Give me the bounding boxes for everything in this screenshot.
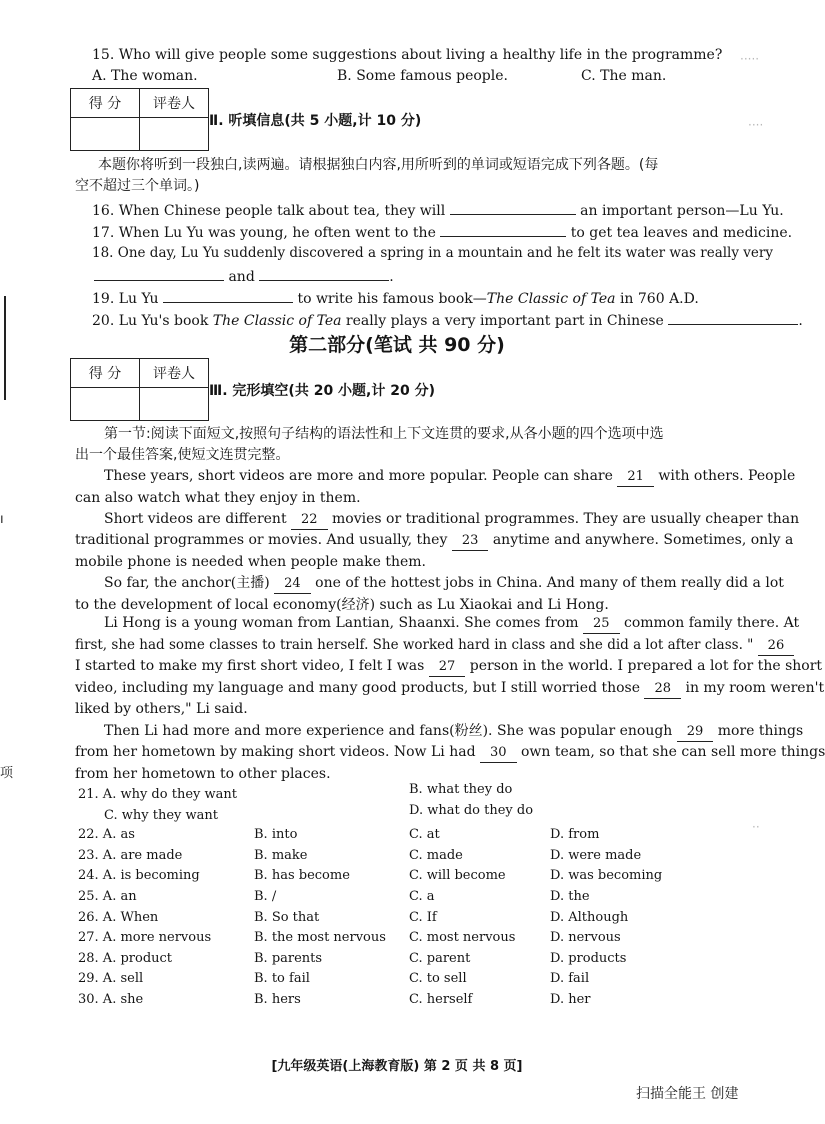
passage-text: in my room weren't [685, 680, 825, 696]
blank-28[interactable]: 28 [644, 680, 681, 699]
passage-line: liked by others," Li said. [75, 701, 248, 717]
q24-option-b[interactable]: B. has become [254, 868, 350, 883]
blank-26[interactable]: 26 [758, 637, 795, 656]
q22-option-a[interactable]: 22. A. as [78, 827, 135, 842]
q28-option-a[interactable]: 28. A. product [78, 951, 173, 966]
q20-text-end: really plays a very important part in Chinese [341, 313, 664, 329]
grader-label: 评卷人 [140, 89, 209, 118]
passage-text: with others. People [658, 468, 796, 484]
passage-text: So far, the anchor(主播) [104, 575, 270, 591]
q25-option-c[interactable]: C. a [409, 889, 435, 904]
q16-text-end: an important person—Lu Yu. [580, 203, 784, 219]
q30-option-a[interactable]: 30. A. she [78, 992, 144, 1007]
blank-30[interactable]: 30 [480, 744, 517, 763]
q27-option-c[interactable]: C. most nervous [409, 930, 516, 945]
q24-option-d[interactable]: D. was becoming [550, 868, 663, 883]
section-3-instruction-cont: 出一个最佳答案,使短文连贯完整。 [75, 447, 290, 463]
passage-line [75, 743, 825, 763]
q25-option-d[interactable]: D. the [550, 889, 590, 904]
q26-option-a[interactable]: 26. A. When [78, 910, 159, 925]
passage-text: These years, short videos are more and more popular. People can share [104, 468, 613, 484]
q23-option-d[interactable]: D. were made [550, 848, 642, 863]
q16-text: 16. When Chinese people talk about tea, they will [92, 203, 446, 219]
passage-line [104, 614, 799, 634]
q17-text-end: to get tea leaves and medicine. [570, 225, 793, 241]
grader-cell [140, 388, 209, 421]
answer-blank-18a[interactable] [94, 266, 224, 281]
answer-blank-16[interactable] [450, 200, 576, 215]
left-margin-tick: ı [0, 512, 4, 527]
q19-text-mid: to write his famous book— [297, 291, 487, 307]
passage-text: traditional programmes or movies. And usually, they [75, 532, 448, 548]
q15-option-b: B. Some famous people. [337, 68, 508, 84]
passage-text: more things [717, 723, 804, 739]
q27-option-a[interactable]: 27. A. more nervous [78, 930, 212, 945]
q21-option-a[interactable]: 21. A. why do they want [78, 787, 237, 802]
q26-option-c[interactable]: C. If [409, 910, 437, 925]
passage-text: Li Hong is a young woman from Lantian, Shaanxi. She comes from [104, 615, 579, 631]
passage-text: I started to make my first short video, I felt I was [75, 658, 425, 674]
passage-line [75, 636, 794, 656]
q24-option-c[interactable]: C. will become [409, 868, 506, 883]
q21-option-b[interactable]: B. what they do [409, 782, 513, 797]
q28-option-b[interactable]: B. parents [254, 951, 323, 966]
q26-option-b[interactable]: B. So that [254, 910, 320, 925]
bleed-through-text: ····· [740, 52, 760, 66]
answer-blank-20[interactable] [668, 310, 798, 325]
passage-text: from her hometown by making short videos. Now Li had [75, 744, 476, 760]
q15-option-c: C. The man. [581, 68, 667, 84]
bleed-through-text: ···· [748, 118, 764, 132]
score-cell [71, 388, 140, 421]
page-footer: [九年级英语(上海教育版) 第 2 页 共 8 页] [271, 1059, 523, 1074]
question-20: 20. Lu Yu's book The Classic of Tea really plays a very important part in Chinese . [92, 310, 803, 330]
section-2-title: Ⅱ. 听填信息(共 5 小题,计 10 分) [209, 113, 422, 129]
passage-line [104, 722, 803, 742]
q19-book-title: The Classic of Tea [486, 291, 616, 307]
q22-option-d[interactable]: D. from [550, 827, 600, 842]
passage-line: from her hometown to other places. [75, 766, 331, 782]
passage-line: to the development of local economy(经济) such as Lu Xiaokai and Li Hong. [75, 597, 609, 613]
blank-21[interactable]: 21 [617, 468, 654, 487]
bleed-through-text: ·· [752, 820, 760, 834]
q30-option-d[interactable]: D. her [550, 992, 591, 1007]
scanner-watermark: 扫描全能王 创建 [636, 1086, 739, 1102]
question-15: 15. Who will give people some suggestions about living a healthy life in the programme? [92, 47, 723, 63]
passage-text: own team, so that she can sell more things [520, 744, 825, 760]
answer-blank-19[interactable] [163, 288, 293, 303]
passage-text: Then Li had more and more experience and fans(粉丝). She was popular enough [104, 723, 673, 739]
q23-option-b[interactable]: B. make [254, 848, 308, 863]
score-box [70, 88, 209, 151]
q23-option-c[interactable]: C. made [409, 848, 463, 863]
passage-text: one of the hottest jobs in China. And many of them really did a lot [315, 575, 784, 591]
blank-25[interactable]: 25 [583, 615, 620, 634]
section-3-title: Ⅲ. 完形填空(共 20 小题,计 20 分) [209, 383, 436, 399]
blank-22[interactable]: 22 [291, 511, 328, 530]
question-19 [92, 288, 699, 308]
passage-line: mobile phone is needed when people make them. [75, 554, 426, 570]
q21-option-c[interactable]: C. why they want [104, 808, 218, 823]
q29-option-c[interactable]: C. to sell [409, 971, 467, 986]
q20-text: 20. Lu Yu's book [92, 313, 213, 329]
blank-24[interactable]: 24 [274, 575, 311, 594]
q25-option-a[interactable]: 25. A. an [78, 889, 137, 904]
section-2-instruction: 本题你将听到一段独白,读两遍。请根据独白内容,用所听到的单词或短语完成下列各题。(每 [98, 157, 659, 173]
q20-book-title: The Classic of Tea [212, 313, 342, 329]
passage-text: person in the world. I prepared a lot for the short [469, 658, 823, 674]
score-label: 得 分 [71, 359, 140, 388]
passage-line [75, 679, 824, 699]
q26-option-d[interactable]: D. Although [550, 910, 629, 925]
q30-option-c[interactable]: C. herself [409, 992, 473, 1007]
passage-line [75, 657, 822, 677]
blank-23[interactable]: 23 [452, 532, 489, 551]
question-16 [92, 200, 784, 220]
question-17 [92, 222, 792, 242]
q23-option-a[interactable]: 23. A. are made [78, 848, 183, 863]
q19-text-end: in 760 A.D. [615, 291, 699, 307]
passage-line [75, 531, 793, 551]
grader-cell [140, 118, 209, 151]
passage-line [104, 574, 784, 594]
q24-option-a[interactable]: 24. A. is becoming [78, 868, 200, 883]
blank-29[interactable]: 29 [677, 723, 714, 742]
passage-text: Short videos are different [104, 511, 287, 527]
q19-text: 19. Lu Yu [92, 291, 159, 307]
q28-option-c[interactable]: C. parent [409, 951, 471, 966]
q17-text: 17. When Lu Yu was young, he often went to the [92, 225, 436, 241]
passage-text: anytime and anywhere. Sometimes, only a [492, 532, 794, 548]
q30-option-b[interactable]: B. hers [254, 992, 301, 1007]
q27-option-d[interactable]: D. nervous [550, 930, 621, 945]
passage-line: can also watch what they enjoy in them. [75, 490, 361, 506]
section-2-instruction-cont: 空不超过三个单词。) [75, 178, 200, 194]
passage-text: video, including my language and many good products, but I still worried those [75, 680, 641, 696]
passage-text: first, she had some classes to train herself. She worked hard in class and she did a lot after class. " [75, 637, 754, 653]
passage-text: movies or traditional programmes. They are usually cheaper than [332, 511, 800, 527]
q29-option-b[interactable]: B. to fail [254, 971, 310, 986]
blank-27[interactable]: 27 [429, 658, 466, 677]
section-3-instruction: 第一节:阅读下面短文,按照句子结构的语法性和上下文连贯的要求,从各小题的四个选项中选 [104, 426, 664, 442]
q28-option-d[interactable]: D. products [550, 951, 627, 966]
q25-option-b[interactable]: B. / [254, 889, 277, 904]
q29-option-a[interactable]: 29. A. sell [78, 971, 144, 986]
score-cell [71, 118, 140, 151]
q18-and: and [228, 269, 255, 285]
answer-blank-17[interactable] [440, 222, 566, 237]
answer-blank-18b[interactable] [259, 266, 389, 281]
passage-line [104, 510, 799, 530]
question-18: 18. One day, Lu Yu suddenly discovered a spring in a mountain and he felt its water was really very [92, 245, 773, 261]
passage-line [104, 467, 795, 487]
q27-option-b[interactable]: B. the most nervous [254, 930, 386, 945]
part-2-title: 第二部分(笔试 共 90 分) [289, 334, 505, 356]
q29-option-d[interactable]: D. fail [550, 971, 590, 986]
score-label: 得 分 [71, 89, 140, 118]
q15-option-a: A. The woman. [92, 68, 198, 84]
score-box [70, 358, 209, 421]
q21-option-d[interactable]: D. what do they do [409, 803, 534, 818]
q22-option-b[interactable]: B. into [254, 827, 298, 842]
question-18-blanks: and . [94, 266, 394, 286]
q22-option-c[interactable]: C. at [409, 827, 440, 842]
passage-text: common family there. At [623, 615, 800, 631]
grader-label: 评卷人 [140, 359, 209, 388]
left-margin-mark: 项 [0, 766, 14, 781]
